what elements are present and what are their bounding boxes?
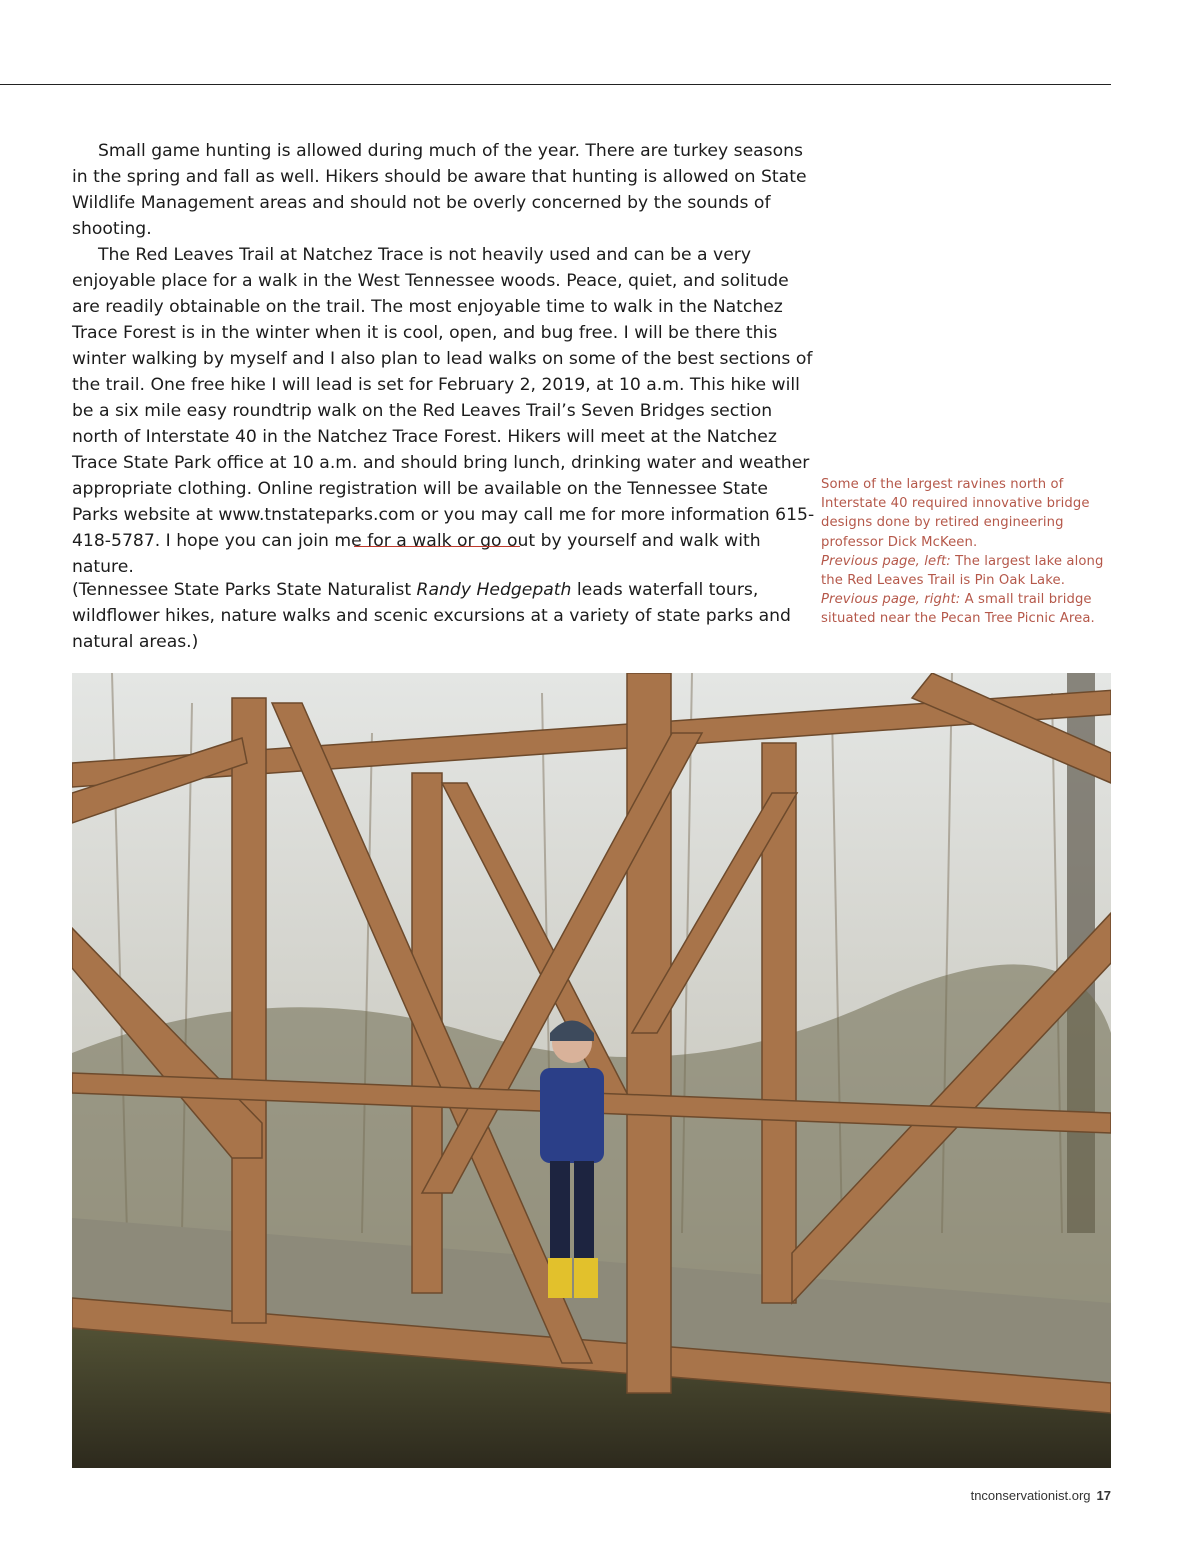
caption-label-left: Previous page, left:	[821, 553, 951, 569]
caption-previous-right	[821, 590, 1106, 628]
section-divider	[354, 546, 520, 547]
author-name: Randy Hedgepath	[416, 580, 572, 600]
page-footer	[971, 1488, 1111, 1503]
bio-text-end: leads waterfall tours, wildflower hikes, nature walks and scenic excursions at a variety of state parks and natural areas.)	[72, 580, 791, 652]
bridge-photo	[72, 673, 1111, 1468]
footer-website: tnconservationist.org	[970, 1488, 1091, 1503]
paragraph-hunting: Small game hunting is allowed during much of the year. There are turkey seasons in the spring and fall as well. Hikers should be aware that hunting is allowed on State Wildlife Management areas and should not be overly concerned by the sounds of shooting.	[72, 141, 807, 239]
caption-previous-left	[821, 552, 1106, 590]
author-bio	[72, 577, 817, 655]
photo-caption	[821, 475, 1106, 629]
caption-label-right: Previous page, right:	[821, 592, 961, 608]
article-body	[72, 138, 817, 580]
caption-main: Some of the largest ravines north of Interstate 40 required innovative bridge designs done by retired engineering professor Dick McKeen.	[821, 477, 1090, 550]
paragraph-red-leaves-trail: The Red Leaves Trail at Natchez Trace is not heavily used and can be a very enjoyable place for a walk in the West Tennessee woods. Peace, quiet, and solitude are readily obtainable on the trail. The most enjoyable time to walk in the Natchez Trace Forest is in the winter when it is cool, open, and bug free. I will be there this winter walking by myself and I also plan to lead walks on some of the best sections of the trail. One free hike I will lead is set for February 2, 2019, at 10 a.m. This hike will be a six mile easy roundtrip walk on the Red Leaves Trail’s Seven Bridges section north of Interstate 40 in the Natchez Trace Forest. Hikers will meet at the Natchez Trace State Park office at 10 a.m. and should bring lunch, drinking water and weather appropriate clothing. Online registration will be available on the Tennessee State Parks website at www.tnstateparks.com or you may call me for more information 615-418-5787. I hope you can join me for a walk or go out by yourself and walk with nature.	[72, 245, 815, 577]
caption-text-right: A small trail bridge situated near the Pecan Tree Picnic Area.	[821, 592, 1095, 627]
bridge-photo-illustration	[72, 673, 1111, 1468]
bio-text-start: (Tennessee State Parks State Naturalist	[72, 580, 417, 600]
caption-text-left: The largest lake along the Red Leaves Trail is Pin Oak Lake.	[821, 553, 1104, 589]
header-rule	[0, 84, 1111, 85]
page-number: 17	[1096, 1488, 1111, 1503]
